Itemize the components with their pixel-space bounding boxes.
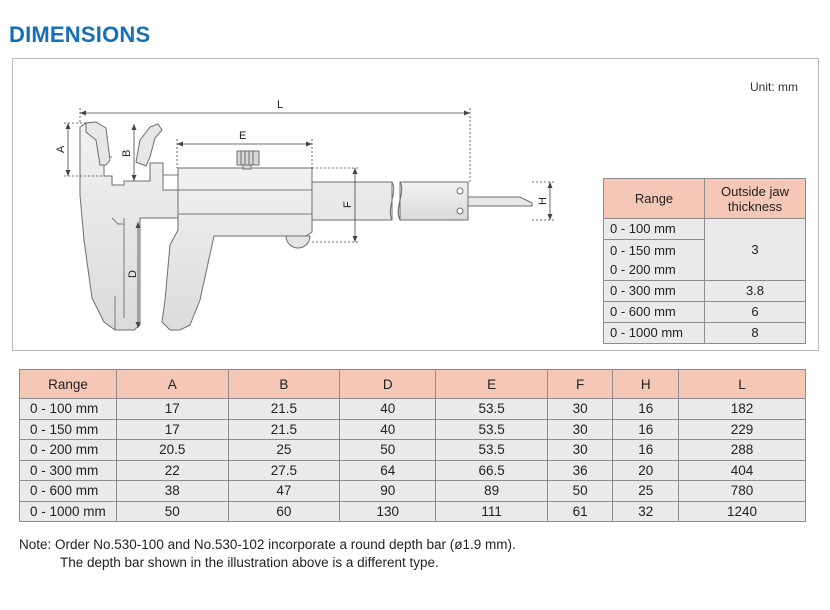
jaw-row bbox=[604, 302, 806, 323]
dims-value-cell: 40 bbox=[340, 419, 436, 440]
dims-header-e: E bbox=[436, 370, 548, 399]
jaw-header-range: Range bbox=[604, 179, 705, 219]
dims-value-cell: 40 bbox=[340, 399, 436, 420]
dims-header-l: L bbox=[679, 370, 806, 399]
page-title: DIMENSIONS bbox=[9, 22, 151, 47]
dims-range-cell: 0 - 1000 mm bbox=[20, 501, 117, 522]
dims-range-cell: 0 - 600 mm bbox=[20, 481, 117, 502]
dims-value-cell: 20 bbox=[613, 460, 679, 481]
label-H: H bbox=[537, 197, 549, 205]
dims-value-cell: 16 bbox=[613, 399, 679, 420]
dims-value-cell: 288 bbox=[679, 440, 806, 461]
dims-header-h: H bbox=[613, 370, 679, 399]
label-B: B bbox=[121, 149, 133, 157]
dims-header-f: F bbox=[547, 370, 613, 399]
jaw-header-line2: thickness bbox=[727, 198, 783, 214]
dims-value-cell: 30 bbox=[547, 399, 613, 420]
jaw-range: 0 - 1000 mm bbox=[604, 323, 705, 344]
dims-value-cell: 66.5 bbox=[436, 460, 548, 481]
dims-header-b: B bbox=[228, 370, 340, 399]
jaw-row bbox=[604, 281, 806, 302]
footnote bbox=[19, 536, 516, 572]
dims-range-cell: 0 - 100 mm bbox=[20, 399, 117, 420]
dimensions-table bbox=[19, 369, 806, 522]
jaw-value: 3.8 bbox=[705, 281, 806, 302]
jaw-range: 0 - 600 mm bbox=[604, 302, 705, 323]
jaw-value: 6 bbox=[705, 302, 806, 323]
dims-value-cell: 780 bbox=[679, 481, 806, 502]
dims-value-cell: 50 bbox=[547, 481, 613, 502]
jaw-row bbox=[604, 219, 806, 240]
dims-row bbox=[20, 460, 806, 481]
jaw-range-line: 0 - 150 mm bbox=[610, 243, 676, 258]
dims-value-cell: 38 bbox=[117, 481, 229, 502]
dims-range-cell: 0 - 300 mm bbox=[20, 460, 117, 481]
dims-value-cell: 182 bbox=[679, 399, 806, 420]
dims-header-d: D bbox=[340, 370, 436, 399]
dims-value-cell: 20.5 bbox=[117, 440, 229, 461]
label-E: E bbox=[239, 130, 247, 142]
label-L: L bbox=[277, 99, 284, 111]
dims-value-cell: 22 bbox=[117, 460, 229, 481]
dims-value-cell: 27.5 bbox=[228, 460, 340, 481]
jaw-value: 8 bbox=[705, 323, 806, 344]
dims-value-cell: 90 bbox=[340, 481, 436, 502]
beam-break bbox=[390, 182, 532, 220]
dims-value-cell: 36 bbox=[547, 460, 613, 481]
dims-header-range: Range bbox=[20, 370, 117, 399]
unit-label: Unit: mm bbox=[750, 80, 798, 94]
dims-value-cell: 89 bbox=[436, 481, 548, 502]
dims-value-cell: 25 bbox=[613, 481, 679, 502]
dims-value-cell: 17 bbox=[117, 419, 229, 440]
dims-row bbox=[20, 481, 806, 502]
jaw-range bbox=[604, 240, 705, 281]
dims-value-cell: 17 bbox=[117, 399, 229, 420]
label-A: A bbox=[55, 145, 67, 153]
jaw-row bbox=[604, 323, 806, 344]
dims-value-cell: 47 bbox=[228, 481, 340, 502]
dims-row bbox=[20, 501, 806, 522]
dims-value-cell: 21.5 bbox=[228, 419, 340, 440]
dims-value-cell: 404 bbox=[679, 460, 806, 481]
dims-value-cell: 30 bbox=[547, 419, 613, 440]
jaw-range: 0 - 100 mm bbox=[604, 219, 705, 240]
label-D: D bbox=[127, 270, 139, 278]
dims-row bbox=[20, 419, 806, 440]
dims-value-cell: 60 bbox=[228, 501, 340, 522]
footnote-line-1: Note: Order No.530-100 and No.530-102 incorporate a round depth bar (ø1.9 mm). bbox=[19, 537, 516, 552]
dims-value-cell: 61 bbox=[547, 501, 613, 522]
dims-row bbox=[20, 399, 806, 420]
dims-range-cell: 0 - 200 mm bbox=[20, 440, 117, 461]
dims-value-cell: 30 bbox=[547, 440, 613, 461]
jaw-range-line: 0 - 200 mm bbox=[610, 262, 676, 277]
caliper-drawing bbox=[0, 0, 600, 345]
dims-value-cell: 21.5 bbox=[228, 399, 340, 420]
dims-value-cell: 229 bbox=[679, 419, 806, 440]
footnote-line-2: The depth bar shown in the illustration above is a different type. bbox=[60, 555, 439, 570]
dims-value-cell: 50 bbox=[340, 440, 436, 461]
dims-row bbox=[20, 440, 806, 461]
dims-value-cell: 130 bbox=[340, 501, 436, 522]
dims-value-cell: 32 bbox=[613, 501, 679, 522]
dims-value-cell: 64 bbox=[340, 460, 436, 481]
dims-value-cell: 53.5 bbox=[436, 419, 548, 440]
jaw-value: 3 bbox=[705, 219, 806, 281]
label-F: F bbox=[342, 201, 354, 208]
jaw-header-thickness bbox=[705, 179, 806, 219]
dims-value-cell: 53.5 bbox=[436, 399, 548, 420]
dims-header-a: A bbox=[117, 370, 229, 399]
dims-value-cell: 25 bbox=[228, 440, 340, 461]
dims-range-cell: 0 - 150 mm bbox=[20, 419, 117, 440]
dims-value-cell: 50 bbox=[117, 501, 229, 522]
dims-value-cell: 111 bbox=[436, 501, 548, 522]
jaw-header-line1: Outside jaw bbox=[721, 183, 789, 199]
dims-value-cell: 16 bbox=[613, 440, 679, 461]
jaw-thickness-table bbox=[603, 178, 806, 344]
dims-value-cell: 1240 bbox=[679, 501, 806, 522]
jaw-range: 0 - 300 mm bbox=[604, 281, 705, 302]
dims-value-cell: 16 bbox=[613, 419, 679, 440]
dims-value-cell: 53.5 bbox=[436, 440, 548, 461]
